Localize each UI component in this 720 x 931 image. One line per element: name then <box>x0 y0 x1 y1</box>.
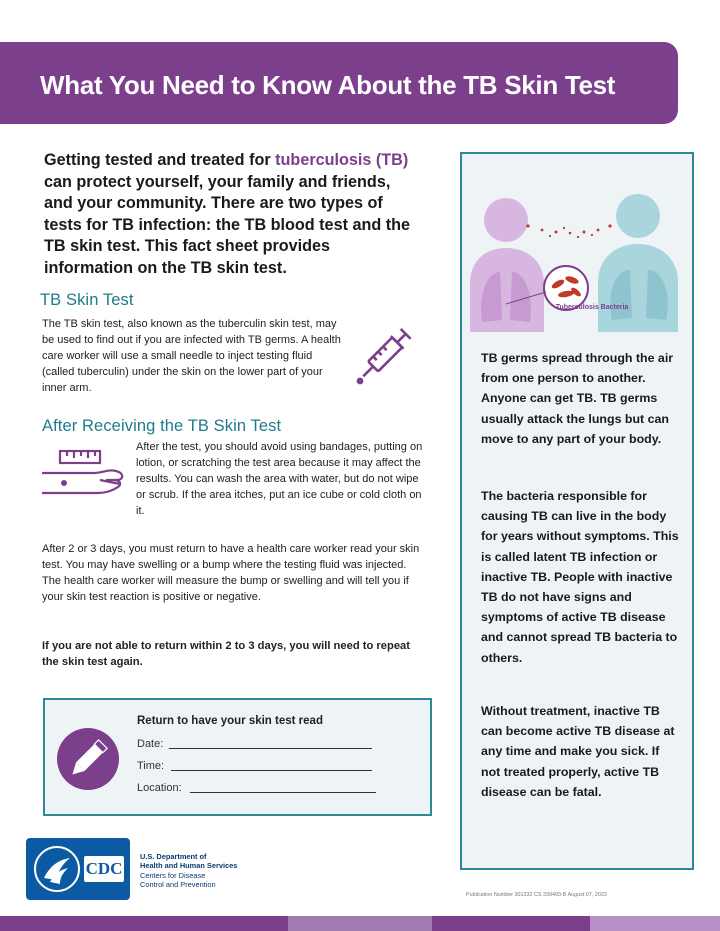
sidebar-paragraph-3: Without treatment, inactive TB can become active TB disease at any time and make you sick. If not treated properly, active TB disease can be fatal. <box>481 704 675 799</box>
time-line[interactable] <box>171 770 372 771</box>
sidebar-paragraph-2: The bacteria responsible for causing TB can live in the body for years without symptoms. This is called latent TB infection or inactive TB. People with inactive TB do not have signs and symptoms of active TB disease and cannot spread TB bacteria to others. <box>481 489 679 665</box>
pencil-badge <box>57 728 119 790</box>
syringe-icon <box>350 318 426 388</box>
hhs-cdc-logo <box>26 838 130 900</box>
agency-names <box>140 852 237 890</box>
publication-info: Publication Number 301232 CS 339493-B August 07, 2023 <box>466 892 607 898</box>
dept-line-2: Health and Human Services <box>140 861 238 871</box>
section-heading-skin-test: TB Skin Test <box>40 291 134 309</box>
location-label: Location: <box>137 782 182 794</box>
bottom-bar-light <box>590 916 720 931</box>
repeat-warning: If you are not able to return within 2 to 3 days, you will need to repeat the skin test again. <box>42 640 411 668</box>
date-label: Date: <box>137 738 164 750</box>
bacteria-label: Tuberculosis Bacteria <box>555 304 629 311</box>
skin-test-paragraph: The TB skin test, also known as the tuberculin skin test, may be used to find out if you are infected with TB germs. A health care worker will use a small needle to inject testing fluid (called tuberculin) under the skin on the lower part of your inner arm. <box>42 318 341 394</box>
intro-text-end: can protect yourself, your family and friends, and your community. There are two types of tests for TB infection: the TB blood test and the TB skin test. This fact sheet provides information on the TB skin test. <box>44 172 411 277</box>
dept-line-1: U.S. Department of <box>140 852 207 861</box>
hhs-eagle-icon <box>32 844 82 894</box>
return-box-title: Return to have your skin test read <box>137 715 323 727</box>
bottom-color-bar <box>0 916 720 931</box>
after-test-paragraph: After the test, you should avoid using bandages, putting on lotion, or scratching the test area because it may affect the results. You can wash the area with water, but do not wipe or scrub. If the area itches, put an ice cube or cold cloth on it. <box>136 441 423 517</box>
date-line[interactable] <box>169 748 372 749</box>
arm-ruler-icon <box>40 447 126 507</box>
pencil-icon <box>57 728 119 790</box>
time-label: Time: <box>137 760 165 772</box>
return-date-box <box>43 698 432 816</box>
cdc-wordmark: CDC <box>84 856 124 882</box>
intro-paragraph <box>44 150 416 280</box>
return-paragraph: After 2 or 3 days, you must return to have a health care worker read your skin test. You may have swelling or a bump where the testing fluid was injected. The health care worker will measure the bump or swelling and will tell you if your skin test reaction is positive or negative. <box>42 543 420 603</box>
cdc-line-2: Control and Prevention <box>140 880 216 890</box>
sidebar-paragraph-1: TB germs spread through the air from one person to another. Anyone can get TB. TB germs usually attack the lungs but can move to any part of your body. <box>481 351 674 446</box>
bottom-bar-purple-2 <box>432 916 590 931</box>
intro-tb-highlight: tuberculosis (TB) <box>275 151 409 169</box>
location-line[interactable] <box>190 792 376 793</box>
intro-text-start: Getting tested and treated for <box>44 151 276 169</box>
section-heading-after-test: After Receiving the TB Skin Test <box>42 417 282 435</box>
bottom-bar-lavender <box>288 916 432 931</box>
bottom-bar-purple <box>0 916 288 931</box>
cdc-line-1: Centers for Disease <box>140 870 206 880</box>
page-title: What You Need to Know About the TB Skin Test <box>40 70 616 100</box>
